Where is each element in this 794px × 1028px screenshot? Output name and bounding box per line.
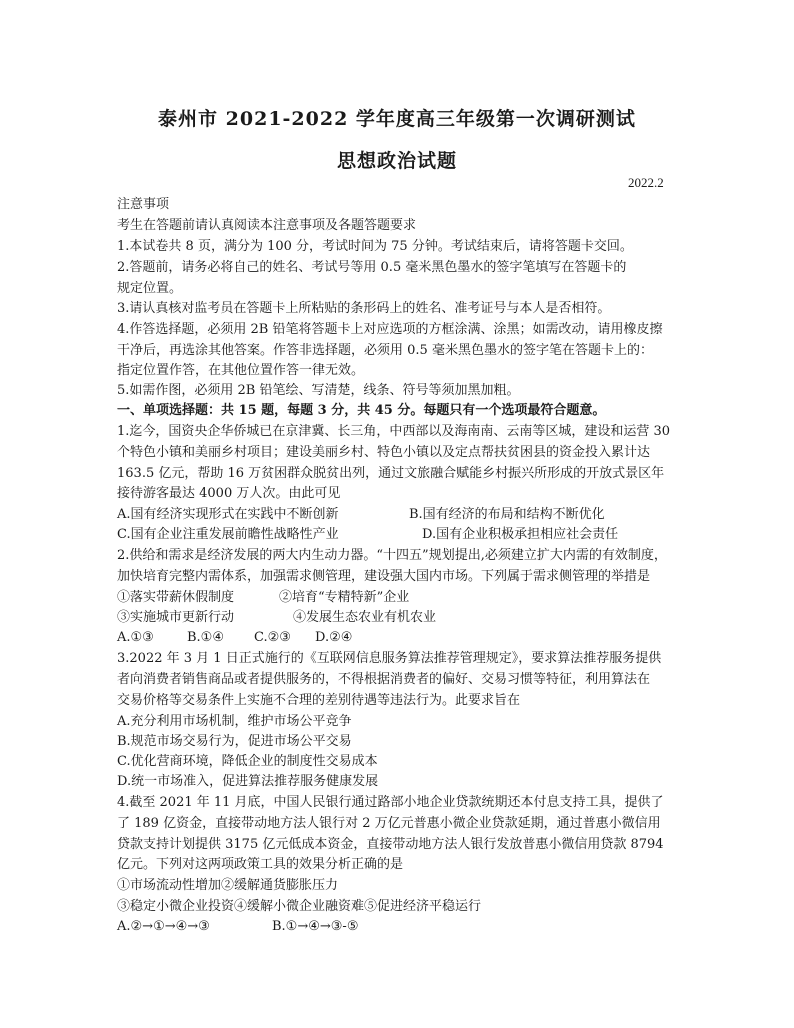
option-d: D.统一市场准入，促进算法推荐服务健康发展: [117, 774, 379, 789]
option-d: D.国有企业积极承担相应社会责任: [422, 527, 619, 542]
option-b: B.国有经济的布局和结构不断优化: [409, 507, 605, 522]
exam-date: 2022.2: [628, 175, 664, 190]
question-stem: 接待游客最达 4000 万人次。由此可见: [117, 486, 341, 501]
option-b: B.①→④→③-⑤: [272, 919, 359, 934]
notice-item: 2.答题前，请务必将自己的姓名、考试号等用 0.5 毫米黑色墨水的签字笔填写在答题卡的: [117, 260, 627, 275]
option-b: B.①④: [187, 630, 224, 645]
statement-item: ①落实带薪休假制度: [117, 590, 235, 605]
option-a: A.充分利用市场机制，维护市场公平竞争: [117, 714, 352, 729]
statement-item: ④发展生态农业有机农业: [293, 610, 437, 625]
notice-intro: 考生在答题前请认真阅读本注意事项及各题答题要求: [117, 218, 417, 233]
option-d: D.②④: [315, 630, 353, 645]
question-stem: 1.迄今，国资央企华侨城已在京津冀、长三角，中西部以及海南南、云南等区城，建设和运营 30: [117, 424, 671, 439]
statement-item: ③实施城市更新行动: [117, 610, 235, 625]
statement-item: ③稳定小微企业投资④缓解小微企业融资难⑤促进经济平稳运行: [117, 899, 482, 914]
option-c: C.优化营商环境，降低企业的制度性交易成本: [117, 754, 378, 769]
section-heading: 一、单项选择题：共 15 题，每题 3 分，共 45 分。每题只有一个选项最符合题意。: [117, 403, 606, 418]
statement-item: ①市场流动性增加②缓解通货膨胀压力: [117, 878, 339, 893]
statement-item: ②培育“专精特新”企业: [279, 590, 410, 605]
option-b: B.规范市场交易行为，促进市场公平交易: [117, 734, 352, 749]
exam-title: 泰州市 2021-2022 学年度高三年级第一次调研测试: [158, 108, 636, 130]
question-stem: 4.截至 2021 年 11 月底，中国人民银行通过路部小地企业贷款统期还本付息支持工具，提供了: [117, 795, 664, 810]
question-stem: 个特色小镇和美丽乡村项目；建设美丽乡村、特色小镇以及定点帮扶贫困县的资金投入累计达: [117, 445, 651, 460]
question-stem: 163.5 亿元，帮助 16 万贫困群众脱贫出列，通过文旅融合赋能乡村振兴所形成的开放式景区年: [117, 466, 665, 481]
question-stem: 交易价格等交易条件上实施不合理的差别待遇等违法行为。此要求旨在: [117, 693, 521, 708]
notice-heading: 注意事项: [117, 197, 170, 212]
option-a: A.②→①→④→③: [117, 919, 210, 934]
question-stem: 了 189 亿资金，直接带动地方法人银行对 2 万亿元普惠小微企业贷款延期，通过普惠小微信用: [117, 816, 661, 831]
question-stem: 3.2022 年 3 月 1 日正式施行的《互联网信息服务算法推荐管理规定》，要求算法推荐服务提供: [117, 651, 662, 666]
notice-item: 1.本试卷共 8 页，满分为 100 分，考试时间为 75 分钟。考试结束后，请将答题卡交回。: [117, 239, 633, 254]
question-stem: 加快培育完整内需体系，加强需求侧管理，建设强大国内市场。下列属于需求侧管理的举措是: [117, 569, 651, 584]
notice-item: 3.请认真核对监考员在答题卡上所粘贴的条形码上的姓名、准考证号与本人是否相符。: [117, 301, 611, 316]
option-c: C.②③: [254, 630, 291, 645]
option-a: A.①③: [117, 630, 154, 645]
notice-item: 规定位置。: [117, 281, 183, 296]
question-stem: 者向消费者销售商品或者提供服务的，不得根据消费者的偏好、交易习惯等特征，利用算法在: [117, 672, 651, 687]
option-c: C.国有企业注重发展前瞻性战略性产业: [117, 527, 339, 542]
notice-item: 指定位置作答，在其他位置作答一律无效。: [117, 363, 365, 378]
notice-item: 4.作答选择题，必须用 2B 铅笔将答题卡上对应选项的方框涂满、涂黑；如需改动，请用橡皮擦: [117, 322, 663, 337]
exam-subtitle: 思想政治试题: [336, 150, 457, 172]
option-a: A.国有经济实现形式在实践中不断创新: [117, 507, 339, 522]
question-stem: 贷款支持计划提供 3175 亿元低成本资金，直接带动地方法人银行发放普惠小微信用贷款 8794: [117, 837, 664, 852]
question-stem: 亿元。下列对这两项政策工具的效果分析正确的是: [117, 857, 404, 872]
question-stem: 2.供给和需求是经济发展的两大内生动力器。“十四五”规划提出,必须建立扩大内需的有效制度，: [117, 548, 667, 563]
notice-item: 5.如需作图，必须用 2B 铅笔绘、写清楚，线条、符号等须加黑加粗。: [117, 383, 520, 398]
notice-item: 干净后，再选涂其他答案。作答非选择题，必须用 0.5 毫米黑色墨水的签字笔在答题卡上的：: [117, 343, 653, 358]
